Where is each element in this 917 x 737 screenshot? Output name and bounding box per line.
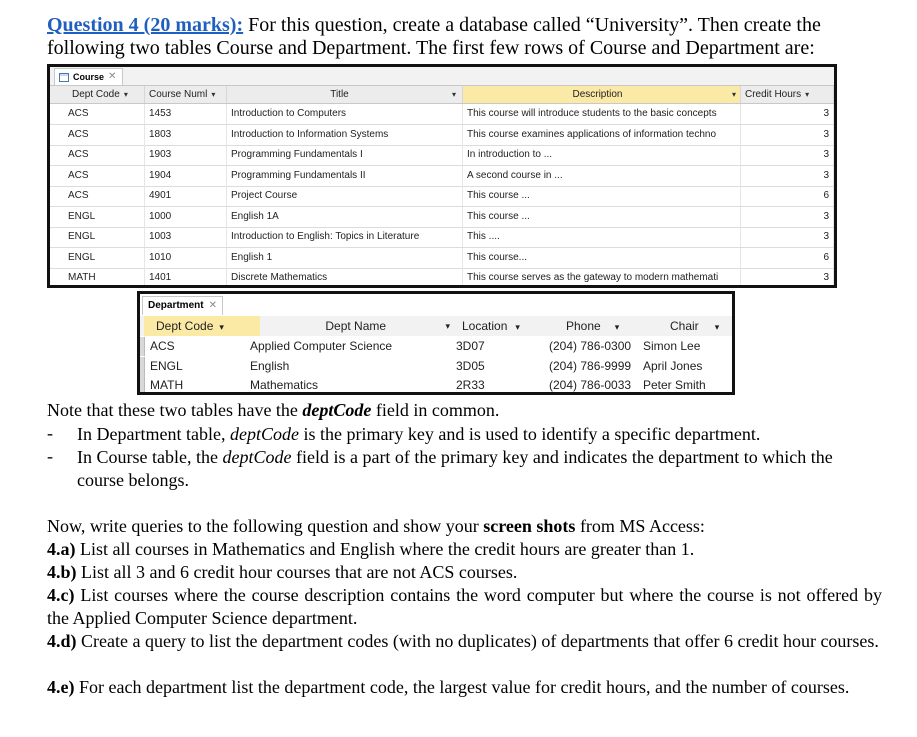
table-cell[interactable]: Peter Smith [643,378,706,392]
table-cell[interactable]: This course serves as the gateway to modern mathemati [463,268,741,288]
table-row[interactable] [140,357,732,376]
course-table-screenshot [47,64,837,288]
table-cell[interactable]: This course examines applications of information techno [463,125,741,145]
table-cell[interactable]: ENGL [50,227,145,247]
dropdown-icon[interactable]: ▾ [614,322,620,332]
col-header-dept-code[interactable]: Dept Code ▾ [144,316,260,336]
table-row[interactable] [50,268,834,288]
col-header-title[interactable]: Title ▾ [227,86,463,103]
table-row[interactable] [50,145,834,166]
table-cell[interactable]: ACS [50,166,145,186]
dropdown-icon[interactable]: ▾ [515,322,520,332]
task-4b: 4.b) List all 3 and 6 credit hour courses that are not ACS courses. [47,562,518,582]
col-header-description[interactable]: Description ▾ [463,86,741,103]
table-cell[interactable]: 1010 [145,248,227,268]
department-tab-label: Department [148,300,204,311]
table-cell[interactable]: Introduction to Information Systems [227,125,463,145]
col-header-dept-code[interactable]: Dept Code ▾ [50,86,145,103]
table-cell[interactable]: 1904 [145,166,227,186]
question-intro: For this question, create a database called “University”. Then create the following two tables Course and Department. The first few rows of Course and Department are: [47,14,821,59]
table-cell[interactable]: In introduction to ... [463,145,741,165]
course-tab-bar [50,67,834,86]
table-cell[interactable]: 3 [741,125,834,145]
table-cell[interactable]: 1003 [145,227,227,247]
course-tab-label: Course [73,72,105,82]
table-cell[interactable]: 3 [741,166,834,186]
table-cell[interactable]: (204) 786-0033 [549,378,632,392]
note-line: Note that these two tables have the deptCode field in common. [47,400,500,420]
dropdown-icon[interactable]: ▾ [714,322,720,332]
table-cell[interactable]: ACS [50,186,145,206]
department-table-screenshot [137,291,735,395]
table-row[interactable] [50,248,834,269]
table-cell[interactable]: English [250,358,290,373]
task-4a: 4.a) List all courses in Mathematics and English where the credit hours are greater than 1. [47,539,695,559]
table-cell[interactable]: Programming Fundamentals I [227,145,463,165]
table-cell[interactable]: English 1 [227,248,463,268]
table-cell[interactable]: ACS [150,339,175,353]
dropdown-icon[interactable]: ▾ [445,321,450,331]
task-4e: 4.e) For each department list the department code, the largest value for credit hours, and the number of courses. [47,677,850,697]
dropdown-icon[interactable]: ▾ [451,90,456,99]
table-cell[interactable]: MATH [50,268,145,288]
table-row[interactable] [140,337,732,356]
table-cell[interactable]: 6 [741,186,834,206]
table-cell[interactable]: ENGL [50,248,145,268]
table-cell[interactable]: Project Course [227,186,463,206]
task-4d: 4.d) Create a query to list the department codes (with no duplicates) of departments that offer 6 credit hour courses. [47,631,879,651]
table-cell[interactable]: 3 [741,145,834,165]
department-tab[interactable] [142,296,223,315]
table-cell[interactable]: A second course in ... [463,166,741,186]
course-header-row [50,86,834,104]
table-cell[interactable]: Simon Lee [643,339,701,353]
table-cell[interactable]: This .... [463,227,741,247]
close-icon[interactable]: ✕ [108,71,117,82]
col-header-credit-hours[interactable]: Credit Hours ▾ [741,86,834,103]
table-cell[interactable]: 3 [741,268,834,288]
table-cell[interactable]: 1401 [145,268,227,288]
table-cell[interactable]: ACS [50,145,145,165]
dropdown-icon[interactable]: ▾ [123,90,128,99]
table-cell[interactable]: This course ... [463,186,741,206]
table-cell[interactable]: ACS [50,125,145,145]
table-cell[interactable]: 1903 [145,145,227,165]
table-cell[interactable]: English 1A [227,207,463,227]
table-cell[interactable]: 3 [741,227,834,247]
table-cell[interactable]: 4901 [145,186,227,206]
table-cell[interactable]: Introduction to English: Topics in Literature [227,227,463,247]
department-header-row [140,316,732,336]
dropdown-icon[interactable]: ▾ [219,322,224,332]
bullet-dash: - [47,446,53,466]
table-cell[interactable]: 3D05 [456,358,485,373]
table-cell[interactable]: This course ... [463,207,741,227]
table-cell[interactable]: 3 [741,207,834,227]
table-row[interactable] [50,186,834,207]
col-header-course-num[interactable]: Course Numl ▾ [145,86,227,103]
dropdown-icon[interactable]: ▾ [731,90,736,99]
note-bullet-1: In Department table, deptCode is the primary key and is used to identify a specific department. [77,424,761,444]
table-row[interactable] [50,227,834,248]
bullet-dash: - [47,423,53,443]
dropdown-icon[interactable]: ▾ [805,90,810,99]
table-cell[interactable]: ENGL [50,207,145,227]
table-row[interactable] [140,376,732,395]
table-cell[interactable]: 3 [741,104,834,124]
table-row[interactable] [50,207,834,228]
table-cell[interactable]: (204) 786-9999 [549,358,632,373]
table-cell[interactable]: This course... [463,248,741,268]
note-bullet-2: In Course table, the deptCode field is a part of the primary key and indicates the department to which the course belongs. [77,447,833,490]
table-cell[interactable]: April Jones [643,358,703,373]
table-cell[interactable]: Introduction to Computers [227,104,463,124]
col-header-chair[interactable]: Chair ▾ [670,319,720,333]
col-header-location[interactable]: Location ▾ [462,319,520,333]
table-cell[interactable]: Discrete Mathematics [227,268,463,288]
table-icon [59,73,69,82]
table-cell[interactable]: 1803 [145,125,227,145]
instructions-bold: screen shots [483,516,576,536]
course-tab[interactable] [54,68,123,85]
table-row[interactable] [50,125,834,146]
question-heading [47,14,887,60]
close-icon[interactable]: ✕ [208,300,217,311]
table-cell[interactable]: 1453 [145,104,227,124]
table-cell[interactable]: 6 [741,248,834,268]
table-row[interactable] [50,104,834,125]
table-cell[interactable]: 3D07 [456,339,485,353]
table-cell[interactable]: 1000 [145,207,227,227]
table-cell[interactable]: Mathematics [250,378,319,392]
instructions: Now, write queries to the following question and show your screen shots from MS Access: [47,516,705,536]
table-cell[interactable]: ENGL [150,358,183,373]
question-label[interactable]: Question 4 (20 marks) [47,14,237,36]
note-field: deptCode [302,400,372,420]
table-cell[interactable]: Programming Fundamentals II [227,166,463,186]
table-cell[interactable]: Applied Computer Science [250,339,393,353]
table-cell[interactable]: ACS [50,104,145,124]
question-colon: : [236,14,244,36]
col-header-phone[interactable]: Phone ▾ [566,319,620,333]
task-4c: 4.c) List courses where the course description contains the word computer but where the course is not offered by the Applied Computer Science department. [47,585,882,628]
table-cell[interactable]: (204) 786-0300 [549,339,632,353]
table-row[interactable] [50,166,834,187]
col-header-dept-name[interactable]: Dept Name ▾ [260,316,456,336]
dropdown-icon[interactable]: ▾ [211,90,216,99]
table-cell[interactable]: MATH [150,378,184,392]
table-cell[interactable]: 2R33 [456,378,485,392]
table-cell[interactable]: This course will introduce students to the basic concepts [463,104,741,124]
